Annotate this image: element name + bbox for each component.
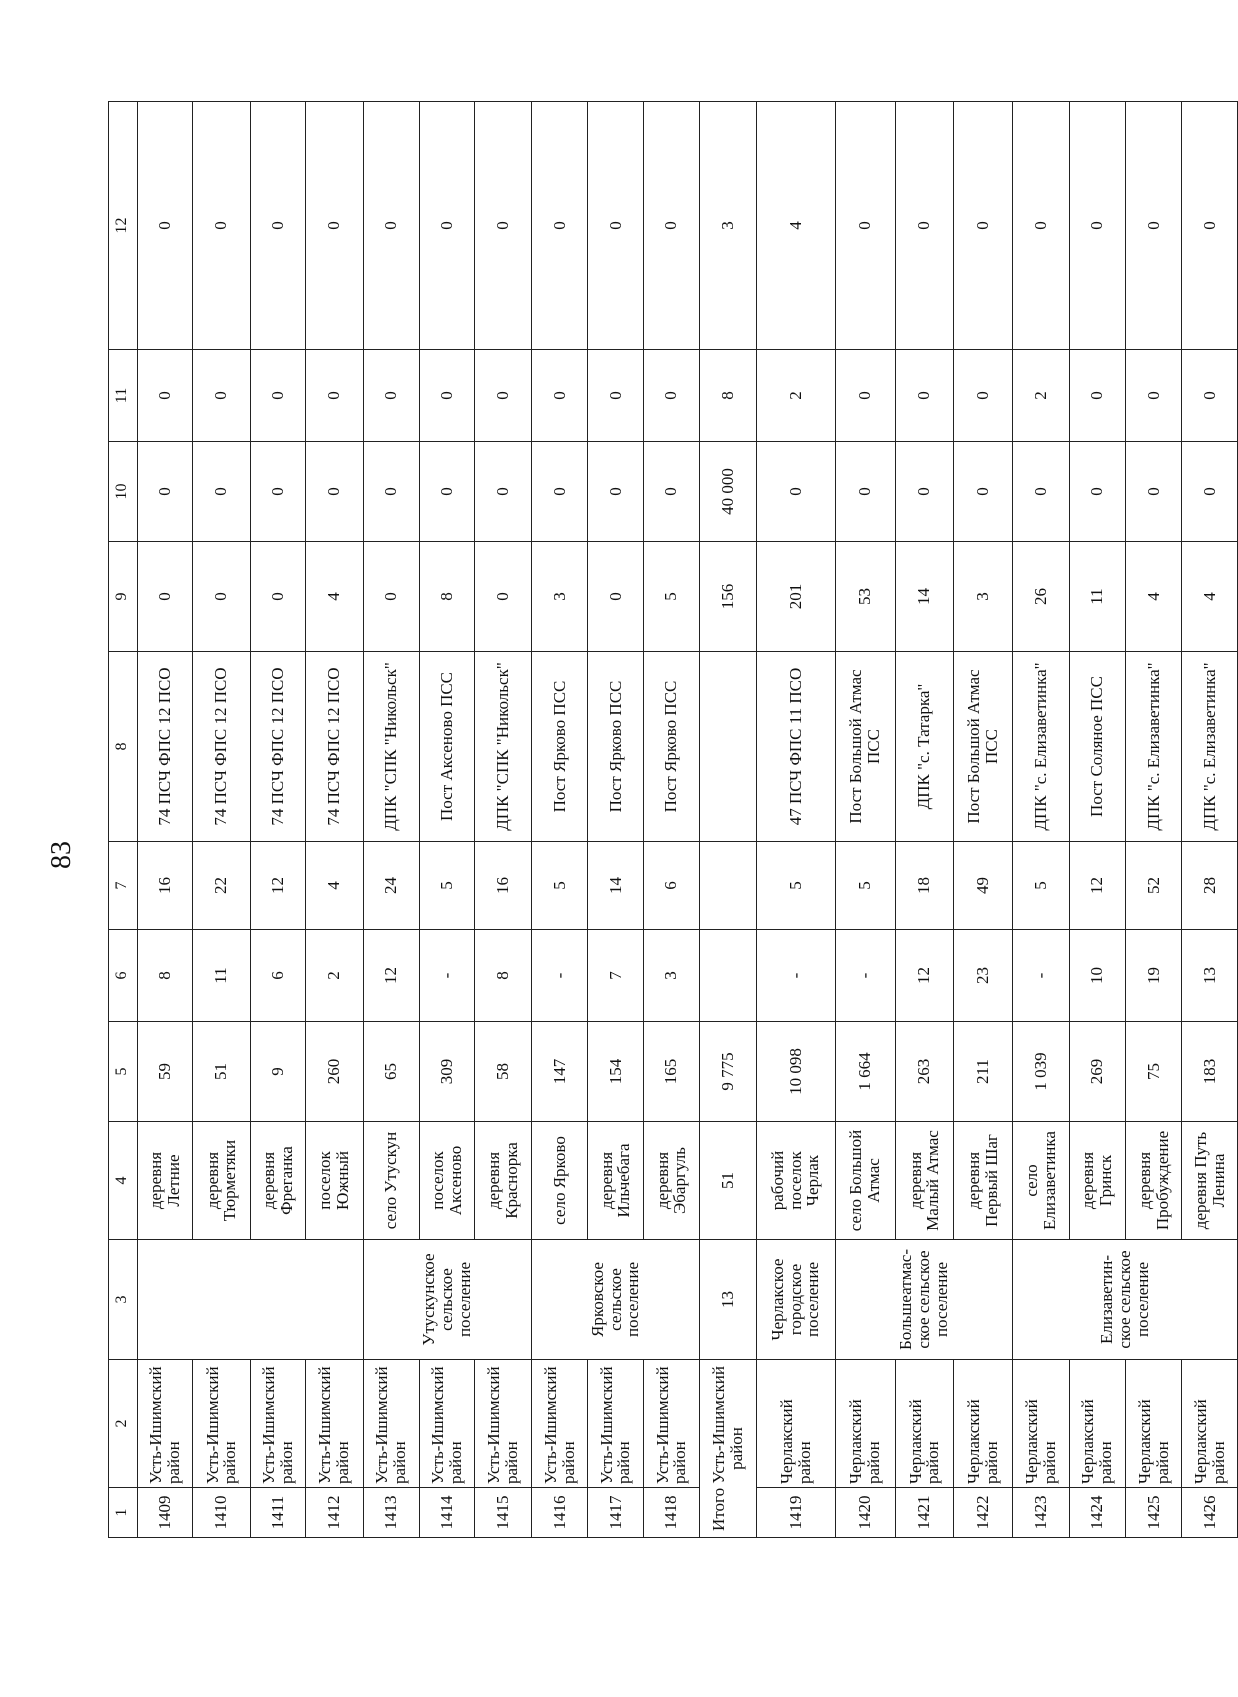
cell-col-6: 6 [250,930,305,1022]
cell-col-4: деревня Первый Шаг [953,1122,1013,1240]
cell-col-11: 0 [835,350,896,442]
cell-col-11: 0 [250,350,305,442]
cell-col-7 [700,842,756,930]
settlement-table-sheet [108,102,1238,1538]
cell-col-5: 263 [896,1022,953,1122]
cell-col-5: 147 [531,1022,587,1122]
cell-col-6: - [531,930,587,1022]
cell-col-12: 0 [1125,102,1181,350]
cell-col-4: деревня Малый Атмас [896,1122,953,1240]
cell-col-6: 3 [643,930,699,1022]
cell-col-8: Пост Ярково ПСС [643,652,699,842]
header-col-7: 7 [109,842,138,930]
header-col-12: 12 [109,102,138,350]
cell-col-8: Пост Ярково ПСС [531,652,587,842]
cell-col-5: 58 [475,1022,531,1122]
cell-col-6: - [1013,930,1069,1022]
cell-col-4: деревня Краснорка [475,1122,531,1240]
cell-col-1: 1415 [475,1488,531,1538]
cell-col-8: ДПК "СПК "Никольск" [363,652,419,842]
cell-col-12: 0 [137,102,192,350]
cell-col-9: 0 [193,542,250,652]
cell-col-12: 0 [419,102,474,350]
cell-col-5: 75 [1125,1022,1181,1122]
cell-col-2: Черлакский район [1069,1360,1125,1488]
cell-col-12: 0 [193,102,250,350]
cell-col-7: 12 [250,842,305,930]
cell-col-1: 1410 [193,1488,250,1538]
cell-col-10: 0 [475,442,531,542]
cell-col-2: Черлакский район [1125,1360,1181,1488]
header-col-9: 9 [109,542,138,652]
cell-col-1: 1420 [835,1488,896,1538]
cell-col-10: 0 [193,442,250,542]
cell-col-11: 0 [896,350,953,442]
cell-col-1: 1426 [1182,1488,1238,1538]
cell-col-7: 5 [756,842,835,930]
cell-col-5: 269 [1069,1022,1125,1122]
cell-col-10: 0 [531,442,587,542]
table-row [756,102,835,1538]
cell-col-2: Усть-Ишимский район [306,1360,363,1488]
cell-col-10: 0 [419,442,474,542]
cell-col-8: 74 ПСЧ ФПС 12 ПСО [250,652,305,842]
total-label: Итого Усть-Ишимский район [700,1360,756,1538]
cell-col-7: 5 [835,842,896,930]
cell-col-12: 0 [588,102,643,350]
cell-col-10: 0 [250,442,305,542]
cell-col-6: 11 [193,930,250,1022]
cell-col-11: 2 [1013,350,1069,442]
cell-col-1: 1422 [953,1488,1013,1538]
cell-col-5: 9 [250,1022,305,1122]
cell-col-9: 156 [700,542,756,652]
cell-col-12: 0 [475,102,531,350]
cell-col-2: Черлакский район [1013,1360,1069,1488]
table-row [531,102,587,1538]
cell-col-10: 0 [1069,442,1125,542]
cell-col-2: Усть-Ишимский район [419,1360,474,1488]
cell-col-10: 0 [137,442,192,542]
cell-col-5: 183 [1182,1022,1238,1122]
cell-col-12: 0 [531,102,587,350]
cell-col-8: 74 ПСЧ ФПС 12 ПСО [306,652,363,842]
cell-col-9: 4 [1125,542,1181,652]
cell-col-11: 0 [1069,350,1125,442]
cell-col-5: 309 [419,1022,474,1122]
cell-col-10: 0 [756,442,835,542]
cell-col-4: деревня Эбаргуль [643,1122,699,1240]
cell-col-5: 1 039 [1013,1022,1069,1122]
cell-col-6: - [756,930,835,1022]
cell-col-12: 3 [700,102,756,350]
cell-col-8: 74 ПСЧ ФПС 12 ПСО [193,652,250,842]
header-col-5: 5 [109,1022,138,1122]
municipality-elizavetinskoe: Елизаветин-ское сельское поселение [1013,1240,1238,1360]
cell-col-10: 0 [306,442,363,542]
cell-col-4: село Елизаветинка [1013,1122,1069,1240]
cell-col-7: 5 [419,842,474,930]
cell-col-4: поселок Южный [306,1122,363,1240]
cell-col-3: 13 [700,1240,756,1360]
table-row [137,102,192,1538]
cell-col-1: 1412 [306,1488,363,1538]
cell-col-6: 8 [475,930,531,1022]
cell-col-6: 2 [306,930,363,1022]
cell-col-12: 0 [250,102,305,350]
cell-col-11: 0 [1125,350,1181,442]
header-row [109,102,138,1538]
cell-col-6: 12 [363,930,419,1022]
page-number: 83 [46,841,77,869]
cell-col-9: 26 [1013,542,1069,652]
cell-col-6: - [835,930,896,1022]
cell-col-8: ДПК "с. Елизаветинка" [1013,652,1069,842]
header-col-6: 6 [109,930,138,1022]
cell-col-4: деревня Тюрметяки [193,1122,250,1240]
cell-col-9: 4 [306,542,363,652]
cell-col-9: 5 [643,542,699,652]
cell-col-5: 10 098 [756,1022,835,1122]
cell-col-7: 14 [588,842,643,930]
cell-col-12: 0 [1013,102,1069,350]
cell-col-4: деревня Фреганка [250,1122,305,1240]
cell-col-6: 23 [953,930,1013,1022]
header-col-4: 4 [109,1122,138,1240]
municipality-bolsheatmas: Большеатмас-ское сельское поселение [835,1240,1013,1360]
cell-col-12: 4 [756,102,835,350]
cell-col-9: 4 [1182,542,1238,652]
cell-col-5: 65 [363,1022,419,1122]
cell-col-11: 0 [137,350,192,442]
cell-col-7: 12 [1069,842,1125,930]
cell-col-2: Усть-Ишимский район [363,1360,419,1488]
cell-col-10: 40 000 [700,442,756,542]
cell-col-12: 0 [306,102,363,350]
cell-col-7: 22 [193,842,250,930]
cell-col-8 [700,652,756,842]
cell-col-10: 0 [953,442,1013,542]
cell-col-12: 0 [363,102,419,350]
cell-col-8: Пост Ярково ПСС [588,652,643,842]
settlement-table [108,101,1238,1538]
municipality-cherlak: Черлакское городское поселение [756,1240,835,1360]
cell-col-2: Усть-Ишимский район [643,1360,699,1488]
cell-col-8: Пост Аксеново ПСС [419,652,474,842]
municipality-utuskun: Утускунское сельское поселение [363,1240,531,1360]
cell-col-4: деревня Путь Ленина [1182,1122,1238,1240]
cell-col-4: деревня Ильчебага [588,1122,643,1240]
cell-col-10: 0 [1125,442,1181,542]
cell-col-7: 16 [475,842,531,930]
cell-col-9: 0 [588,542,643,652]
cell-col-2: Усть-Ишимский район [531,1360,587,1488]
cell-col-2: Усть-Ишимский район [588,1360,643,1488]
cell-col-1: 1421 [896,1488,953,1538]
cell-col-5: 260 [306,1022,363,1122]
cell-col-5: 211 [953,1022,1013,1122]
cell-col-12: 0 [1182,102,1238,350]
cell-col-11: 0 [475,350,531,442]
cell-col-9: 3 [953,542,1013,652]
cell-col-2: Усть-Ишимский район [193,1360,250,1488]
cell-col-6: 13 [1182,930,1238,1022]
cell-col-8: 74 ПСЧ ФПС 12 ПСО [137,652,192,842]
cell-col-10: 0 [1013,442,1069,542]
cell-col-7: 6 [643,842,699,930]
cell-col-1: 1413 [363,1488,419,1538]
cell-col-10: 0 [896,442,953,542]
cell-col-5: 1 664 [835,1022,896,1122]
table-row [835,102,896,1538]
cell-col-9: 14 [896,542,953,652]
cell-col-10: 0 [363,442,419,542]
cell-col-9: 0 [475,542,531,652]
cell-col-10: 0 [835,442,896,542]
cell-col-11: 0 [193,350,250,442]
cell-col-9: 201 [756,542,835,652]
cell-col-4: деревня Летние [137,1122,192,1240]
cell-col-7: 28 [1182,842,1238,930]
cell-col-1: 1409 [137,1488,192,1538]
cell-col-1: 1423 [1013,1488,1069,1538]
cell-col-11: 0 [643,350,699,442]
cell-col-1: 1417 [588,1488,643,1538]
cell-col-5: 154 [588,1022,643,1122]
cell-col-6: 12 [896,930,953,1022]
header-col-10: 10 [109,442,138,542]
cell-col-9: 8 [419,542,474,652]
cell-col-6: 8 [137,930,192,1022]
cell-col-9: 0 [250,542,305,652]
cell-col-2: Черлакский район [953,1360,1013,1488]
cell-col-7: 24 [363,842,419,930]
cell-col-1: 1425 [1125,1488,1181,1538]
cell-col-12: 0 [1069,102,1125,350]
cell-col-10: 0 [643,442,699,542]
cell-col-11: 2 [756,350,835,442]
cell-col-7: 4 [306,842,363,930]
header-col-2: 2 [109,1360,138,1488]
cell-col-6: 19 [1125,930,1181,1022]
cell-col-4: село Утускун [363,1122,419,1240]
cell-col-11: 0 [531,350,587,442]
cell-col-11: 0 [588,350,643,442]
cell-col-8: ДПК "с. Татарка" [896,652,953,842]
cell-col-2: Усть-Ишимский район [475,1360,531,1488]
cell-col-12: 0 [835,102,896,350]
cell-col-9: 0 [363,542,419,652]
cell-col-11: 0 [306,350,363,442]
cell-col-4: село Ярково [531,1122,587,1240]
cell-col-5: 59 [137,1022,192,1122]
cell-col-6 [700,930,756,1022]
cell-col-11: 0 [419,350,474,442]
cell-col-1: 1418 [643,1488,699,1538]
header-col-1: 1 [109,1488,138,1538]
cell-col-12: 0 [896,102,953,350]
cell-col-3-empty [137,1240,363,1360]
cell-col-7: 18 [896,842,953,930]
table-row [1013,102,1069,1538]
cell-col-9: 11 [1069,542,1125,652]
cell-col-8: Пост Большой Атмас ПСС [835,652,896,842]
cell-col-10: 0 [588,442,643,542]
cell-col-4: деревня Гринск [1069,1122,1125,1240]
cell-col-1: 1411 [250,1488,305,1538]
header-col-8: 8 [109,652,138,842]
cell-col-2: Усть-Ишимский район [250,1360,305,1488]
header-col-11: 11 [109,350,138,442]
cell-col-5: 9 775 [700,1022,756,1122]
municipality-yarkovo: Ярковское сельское поселение [531,1240,699,1360]
cell-col-1: 1424 [1069,1488,1125,1538]
cell-col-2: Усть-Ишимский район [137,1360,192,1488]
cell-col-9: 3 [531,542,587,652]
table-row [363,102,419,1538]
cell-col-6: - [419,930,474,1022]
cell-col-8: ДПК "с. Елизаветинка" [1125,652,1181,842]
cell-col-12: 0 [643,102,699,350]
cell-col-2: Черлакский район [1182,1360,1238,1488]
cell-col-7: 52 [1125,842,1181,930]
cell-col-9: 0 [137,542,192,652]
cell-col-4: деревня Пробуждение [1125,1122,1181,1240]
cell-col-9: 53 [835,542,896,652]
cell-col-1: 1414 [419,1488,474,1538]
cell-col-2: Черлакский район [835,1360,896,1488]
cell-col-8: ДПК "с. Елизаветинка" [1182,652,1238,842]
cell-col-12: 0 [953,102,1013,350]
cell-col-1: 1419 [756,1488,835,1538]
cell-col-7: 5 [531,842,587,930]
cell-col-7: 49 [953,842,1013,930]
cell-col-7: 16 [137,842,192,930]
cell-col-2: Черлакский район [756,1360,835,1488]
cell-col-6: 10 [1069,930,1125,1022]
cell-col-8: ДПК "СПК "Никольск" [475,652,531,842]
cell-col-7: 5 [1013,842,1069,930]
cell-col-11: 0 [1182,350,1238,442]
cell-col-2: Черлакский район [896,1360,953,1488]
cell-col-5: 51 [193,1022,250,1122]
cell-col-4: село Большой Атмас [835,1122,896,1240]
cell-col-4: 51 [700,1122,756,1240]
cell-col-1: 1416 [531,1488,587,1538]
cell-col-11: 8 [700,350,756,442]
cell-col-4: поселок Аксеново [419,1122,474,1240]
cell-col-11: 0 [363,350,419,442]
table-row [700,102,756,1538]
cell-col-8: Пост Соляное ПСС [1069,652,1125,842]
cell-col-11: 0 [953,350,1013,442]
cell-col-4: рабочий поселок Черлак [756,1122,835,1240]
header-col-3: 3 [109,1240,138,1360]
cell-col-8: 47 ПСЧ ФПС 11 ПСО [756,652,835,842]
cell-col-8: Пост Большой Атмас ПСС [953,652,1013,842]
cell-col-5: 165 [643,1022,699,1122]
cell-col-6: 7 [588,930,643,1022]
table-body [109,102,1238,1538]
cell-col-10: 0 [1182,442,1238,542]
